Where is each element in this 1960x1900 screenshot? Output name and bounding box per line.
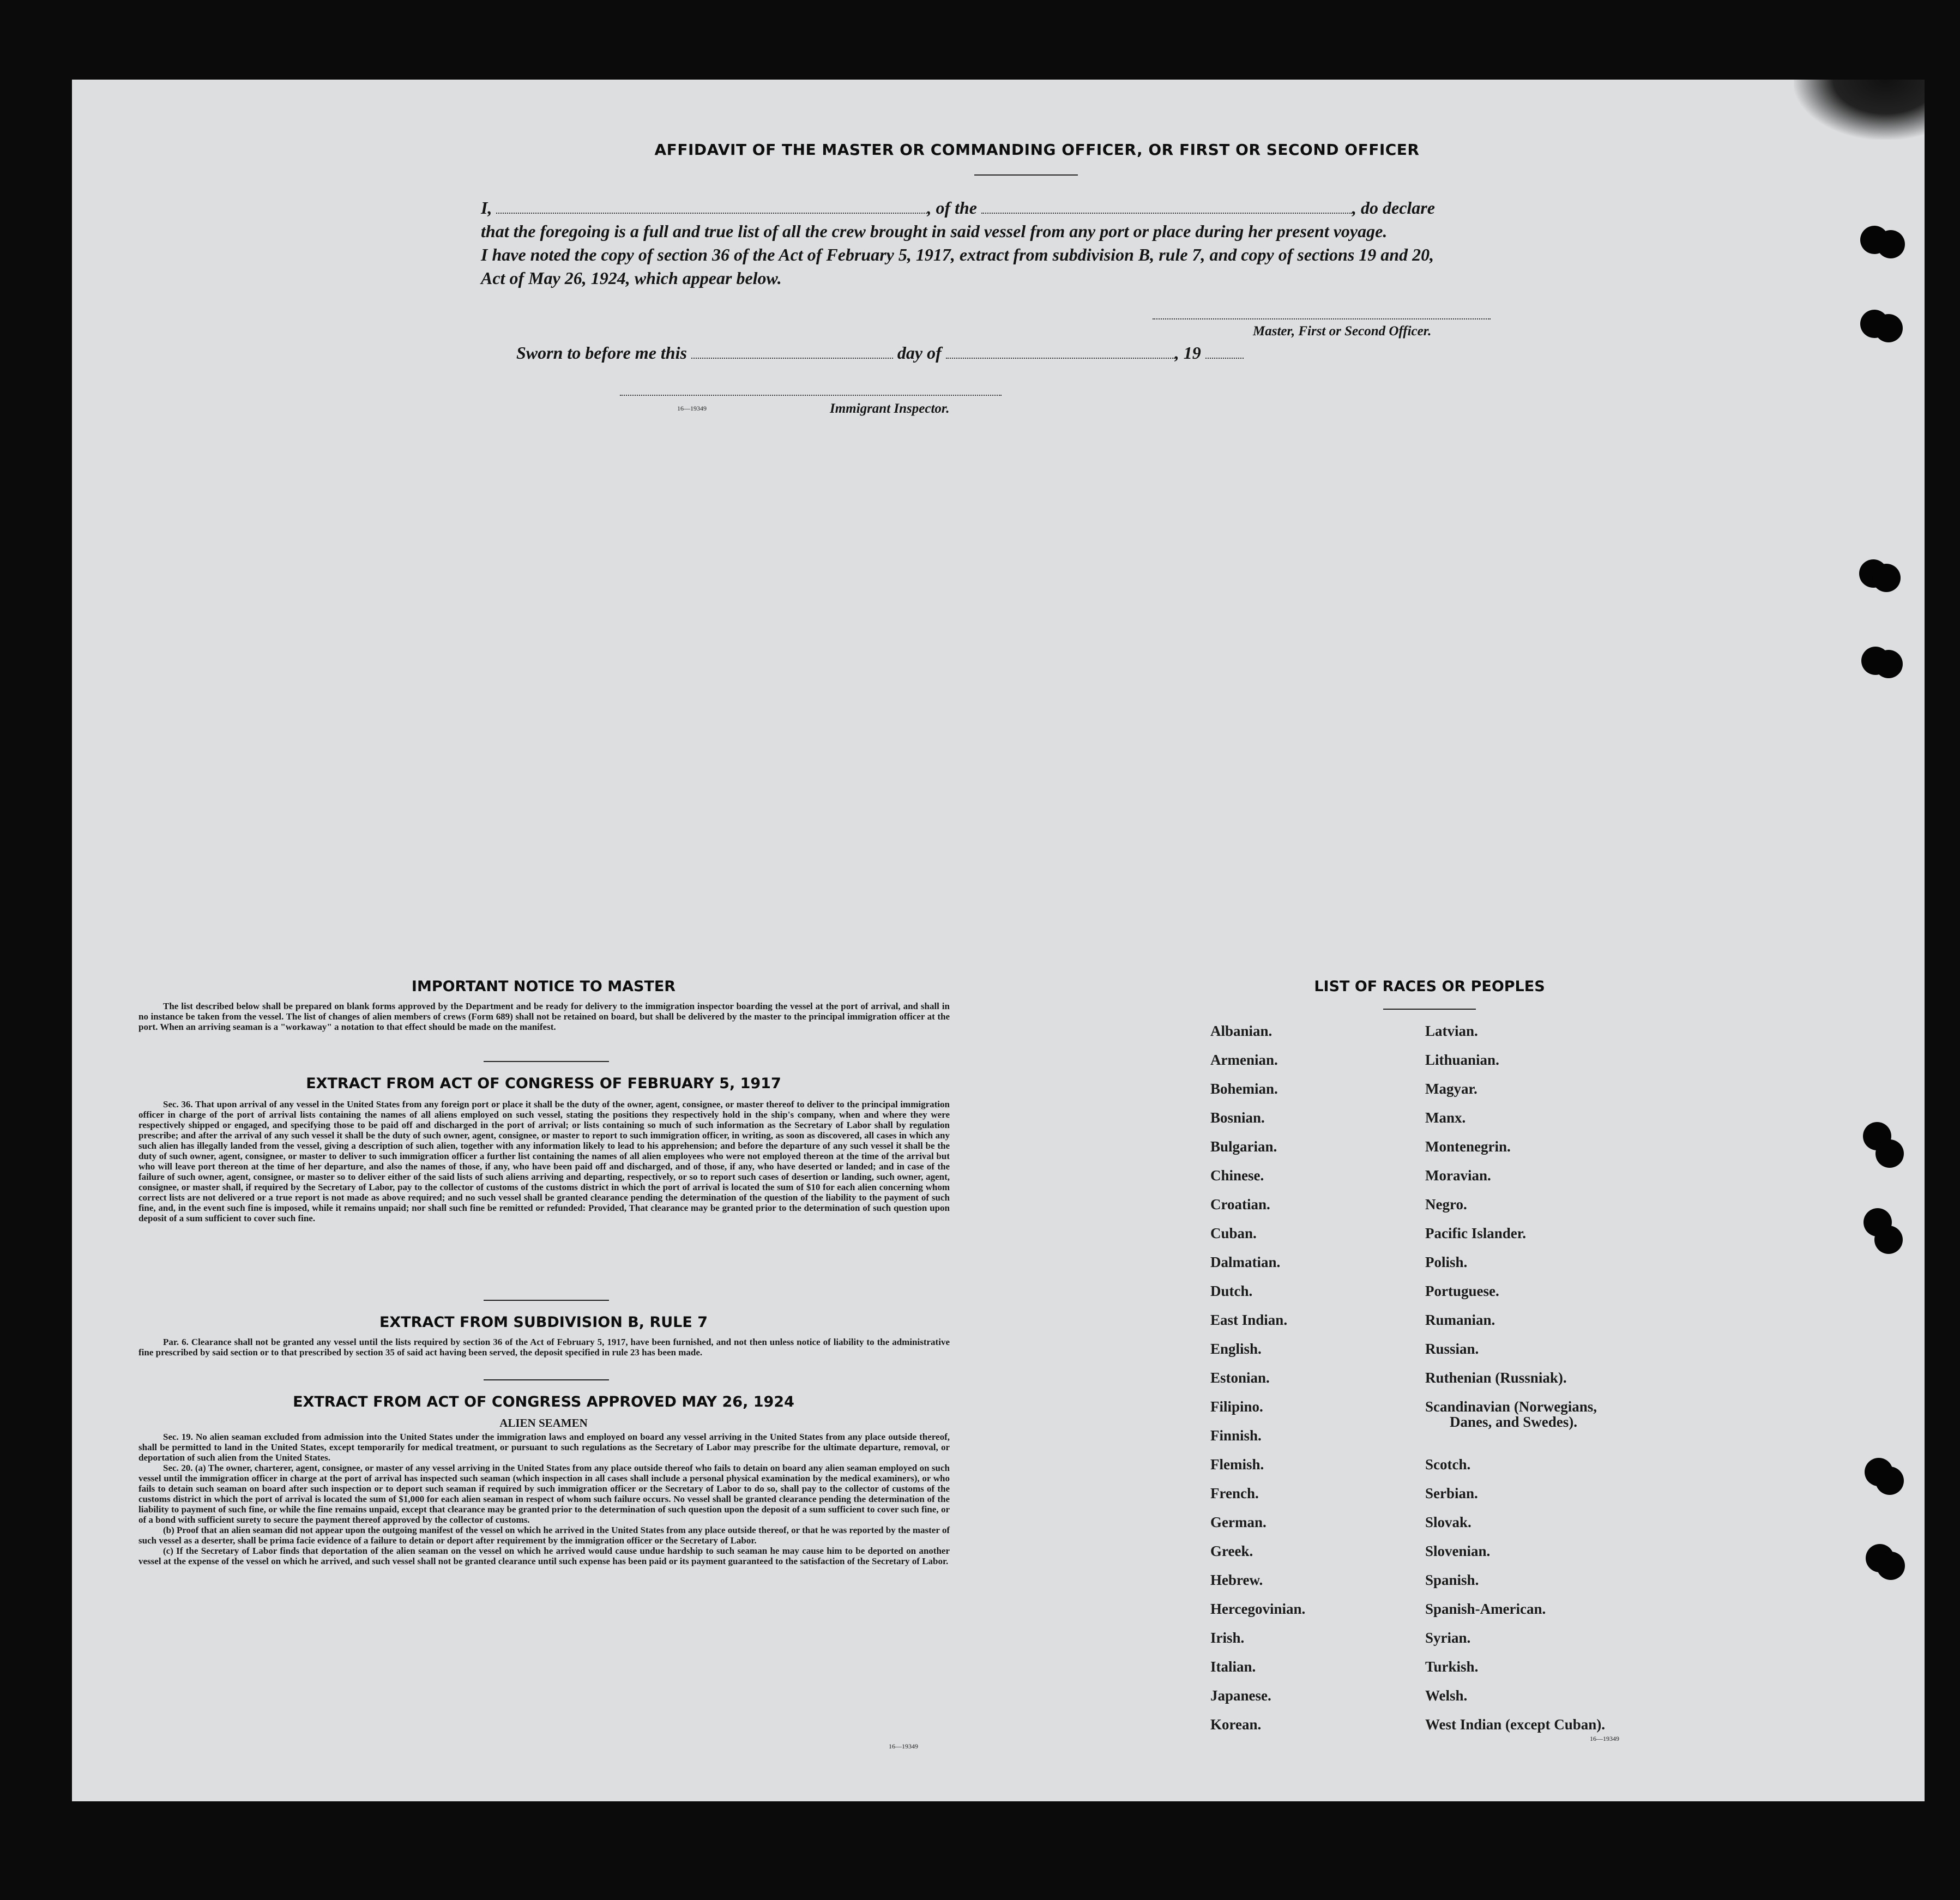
race-item: Dalmatian. — [1210, 1254, 1281, 1270]
race-item: Finnish. — [1210, 1427, 1262, 1444]
race-item: Spanish. — [1425, 1572, 1479, 1588]
race-item: Serbian. — [1425, 1485, 1478, 1501]
race-item: Slovak. — [1425, 1514, 1471, 1530]
title-rule — [974, 174, 1078, 176]
race-item: East Indian. — [1210, 1312, 1288, 1328]
sec-20a-paragraph: Sec. 20. (a) The owner, charterer, agent, consignee, or master of any vessel arriving in the United States from any place outside thereof who fails to detain on board any alien seaman employed on such vessel until the immigration officer in charge at the port of arrival has inspected such seaman (which inspection in all cases shall include a personal physical examination by the medical examiners), or who fails to detain such seaman on board after such inspection or to deport such seaman if required by such immigration officer or the Secretary of Labor to do so, shall pay to the collector of customs of the customs district in which the port of arrival is located the sum of $1,000 for each alien seaman in respect of whom such failure occurs. No vessel shall be granted clearance pending the determination of the liability to payment of such fine, or while the fine remains unpaid, except that clearance may be granted prior to the determination of such question upon the deposit of a sum sufficient to cover such fine, or of a bond with sufficient surety to secure the payment thereof approved by the collector of customs. — [138, 1463, 950, 1525]
sworn-line — [516, 342, 1244, 363]
race-item: Polish. — [1425, 1254, 1468, 1270]
race-item: Bohemian. — [1210, 1081, 1278, 1097]
race-item: Moravian. — [1425, 1167, 1491, 1184]
year-label: , 19 — [1174, 343, 1201, 363]
affidavit-line2: that the foregoing is a full and true list of all the crew brought in said vessel from any port or place during her present voyage. — [481, 221, 1388, 241]
race-item-continuation: Danes, and Swedes). — [1450, 1414, 1578, 1430]
race-item: Russian. — [1425, 1341, 1479, 1357]
race-item: Albanian. — [1210, 1023, 1273, 1039]
race-item: Montenegrin. — [1425, 1138, 1511, 1155]
race-item: Lithuanian. — [1425, 1052, 1499, 1068]
document-sheet — [72, 80, 1925, 1801]
vessel-blank — [981, 197, 1352, 214]
master-signature-label: Master, First or Second Officer. — [1253, 324, 1432, 339]
affidavit-line4: Act of May 26, 1924, which appear below. — [481, 268, 782, 288]
race-item: Flemish. — [1210, 1456, 1264, 1473]
race-item: Syrian. — [1425, 1630, 1471, 1646]
affidavit-title: AFFIDAVIT OF THE MASTER OR COMMANDING OFFICER, OR FIRST OR SECOND OFFICER — [654, 141, 1420, 159]
punch-hole — [1875, 1139, 1904, 1168]
punch-hole — [1874, 1226, 1903, 1254]
master-signature-line — [1153, 318, 1491, 319]
punch-hole — [1877, 1552, 1905, 1580]
race-item: Estonian. — [1210, 1370, 1270, 1386]
race-item: Korean. — [1210, 1716, 1262, 1733]
subdivision-text: Par. 6. Clearance shall not be granted any vessel until the lists required by section 36 of the Act of February 5, 1917, have been furnished, and not then unless notice of liability to the administrative fine prescribed by said section or to that prescribed by section 35 of said act having been served, the deposit specified in rule 23 has been made. — [138, 1337, 950, 1358]
affidavit-form-number: 16—19349 — [677, 405, 707, 412]
punch-hole — [1874, 650, 1903, 678]
affidavit-line3: I have noted the copy of section 36 of the Act of February 5, 1917, extract from subdivision B, rule 7, and copy of sections 19 and 20, — [481, 245, 1434, 264]
year-blank — [1205, 342, 1244, 359]
race-item: Irish. — [1210, 1630, 1245, 1646]
race-item: Portuguese. — [1425, 1283, 1499, 1299]
name-blank — [496, 197, 927, 214]
race-item: Scandinavian (Norwegians, — [1425, 1398, 1597, 1415]
sec-19-paragraph: Sec. 19. No alien seaman excluded from admission into the United States under the immigration laws and employed on board any vessel arriving in the United States from any place outside thereof, shall be permitted to land in the United States, except temporarily for medical treatment, or pursuant to such regulations as the Secretary of Labor may prescribe for the ultimate departure, removal, or deportation of such alien from the United States. — [138, 1432, 950, 1463]
race-item: Hebrew. — [1210, 1572, 1263, 1588]
affidavit-line1 — [481, 197, 1588, 218]
notice-rule — [484, 1061, 609, 1062]
extract-1917-rule — [484, 1300, 609, 1301]
race-item: Hercegovinian. — [1210, 1601, 1306, 1617]
race-item: Cuban. — [1210, 1225, 1257, 1241]
race-item: German. — [1210, 1514, 1267, 1530]
race-item: Bosnian. — [1210, 1109, 1265, 1126]
race-item: Turkish. — [1425, 1658, 1479, 1675]
subdivision-rule — [484, 1379, 609, 1380]
race-item: French. — [1210, 1485, 1259, 1501]
race-item: Dutch. — [1210, 1283, 1253, 1299]
race-item: Italian. — [1210, 1658, 1256, 1675]
race-item: Armenian. — [1210, 1052, 1278, 1068]
punch-hole — [1877, 230, 1905, 258]
race-item: Pacific Islander. — [1425, 1225, 1526, 1241]
sec-20b-paragraph: (b) Proof that an alien seaman did not appear upon the outgoing manifest of the vessel on which he arrived in the United States from any place outside thereof, or that he was reported by the master of such vessel as a deserter, shall be prima facie evidence of a failure to detain or deport after requirement by the immigration officer or the Secretary of Labor. — [138, 1525, 950, 1546]
extract-1917-title: EXTRACT FROM ACT OF CONGRESS OF FEBRUARY 5, 1917 — [306, 1075, 781, 1092]
extract-1924-body — [138, 1432, 950, 1566]
month-blank — [946, 342, 1175, 359]
races-form-number: 16—19349 — [1590, 1735, 1619, 1742]
punch-hole — [1872, 564, 1901, 592]
day-of-label: day of — [897, 343, 942, 363]
race-item: Welsh. — [1425, 1687, 1468, 1704]
race-item: Bulgarian. — [1210, 1138, 1277, 1155]
of-the-label: , of the — [927, 198, 977, 218]
race-item: Negro. — [1425, 1196, 1467, 1213]
race-item: Manx. — [1425, 1109, 1466, 1126]
race-item: English. — [1210, 1341, 1262, 1357]
notice-title: IMPORTANT NOTICE TO MASTER — [411, 978, 676, 995]
race-item: Greek. — [1210, 1543, 1253, 1559]
race-item: Ruthenian (Russniak). — [1425, 1370, 1567, 1386]
race-item: Latvian. — [1425, 1023, 1478, 1039]
extract-1917-text: Sec. 36. That upon arrival of any vessel in the United States from any foreign port or place it shall be the duty of the owner, agent, consignee, or master thereof to deliver to the principal immigration officer in charge of the port of arrival lists containing the names of all aliens employed on such vessel, stating the positions they respectively hold in the ship's company, when and where they were respectively shipped or engaged, and specifying those to be paid off and discharged in the port of arrival; or lists containing so much of such information as the Secretary of Labor shall by regulation prescribe; and after the arrival of any such vessel it shall be the duty of such owner, agent, consignee, or master to report to such immigration officer, in writing, as soon as discovered, all cases in which any such alien has illegally landed from the vessel, giving a description of such alien, together with any information likely to lead to his apprehension; and before the departure of any such vessel it shall be the duty of such owner, agent, consignee, or master to deliver to such immigration officer a further list containing the names of all alien employees who were not employed thereon at the time of the arrival but who will leave port thereon at the time of her departure, and also the names of those, if any, who have been paid off and discharged, and of those, if any, who have deserted or landed; and in case of the failure of such owner, agent, consignee, or master so to deliver either of the said lists of such aliens arriving and departing, respectively, or so to report such cases of desertion or landing, such owner, agent, consignee, or master shall, if required by the Secretary of Labor, pay to the collector of customs of the customs district in which the port of arrival is located the sum of $10 for each alien concerning whom correct lists are not delivered or a true report is not made as above required; and no such vessel shall be granted clearance pending the determination of the question of the liability to the payment of such fine, and, in the event such fine is imposed, while it remains unpaid; nor shall such fine be remitted or refunded: Provided, That clearance may be granted prior to the determination of such question upon deposit of a sum sufficient to cover such fine. — [138, 1099, 950, 1223]
race-item: Filipino. — [1210, 1398, 1263, 1415]
race-item: Chinese. — [1210, 1167, 1264, 1184]
race-item: Croatian. — [1210, 1196, 1270, 1213]
race-item: West Indian (except Cuban). — [1425, 1716, 1606, 1733]
sworn-label: Sworn to before me this — [516, 343, 687, 363]
i-label: I, — [481, 198, 492, 218]
race-item: Magyar. — [1425, 1081, 1477, 1097]
extract-1924-subtitle: ALIEN SEAMEN — [499, 1416, 588, 1429]
race-item: Japanese. — [1210, 1687, 1271, 1704]
subdivision-title: EXTRACT FROM SUBDIVISION B, RULE 7 — [379, 1314, 708, 1331]
race-item: Scotch. — [1425, 1456, 1471, 1473]
punch-hole — [1874, 314, 1903, 342]
race-item: Slovenian. — [1425, 1543, 1491, 1559]
extract-form-number: 16—19349 — [889, 1742, 918, 1750]
extract-1924-title: EXTRACT FROM ACT OF CONGRESS APPROVED MAY 26, 1924 — [293, 1394, 794, 1410]
inspector-label: Immigrant Inspector. — [830, 401, 950, 416]
race-item: Rumanian. — [1425, 1312, 1495, 1328]
notice-text: The list described below shall be prepared on blank forms approved by the Department and be ready for delivery to the immigration inspector boarding the vessel at the port of arrival, and shall in no instance be taken from the vessel. The list of changes of alien members of crews (Form 689) shall not be retained on board, but shall be delivered by the master to the principal immigration officer at the port. When an arriving seaman is a "workaway" a notation to that effect should be made on the manifest. — [138, 1001, 950, 1032]
race-item: Spanish-American. — [1425, 1601, 1546, 1617]
sec-20c-paragraph: (c) If the Secretary of Labor finds that deportation of the alien seaman on the vessel on which he arrived would cause undue hardship to such seaman he may cause him to be deported on another vessel at the expense of the vessel on which he arrived, and such vessel shall not be granted clearance until such expense has been paid or its payment guaranteed to the satisfaction of the Secretary of Labor. — [138, 1546, 950, 1566]
do-declare-label: , do declare — [1352, 198, 1435, 218]
races-title: LIST OF RACES OR PEOPLES — [1314, 978, 1545, 995]
inspector-signature-line — [620, 395, 1002, 396]
punch-hole — [1875, 1467, 1904, 1495]
races-rule — [1383, 1009, 1476, 1010]
day-blank — [691, 342, 893, 359]
